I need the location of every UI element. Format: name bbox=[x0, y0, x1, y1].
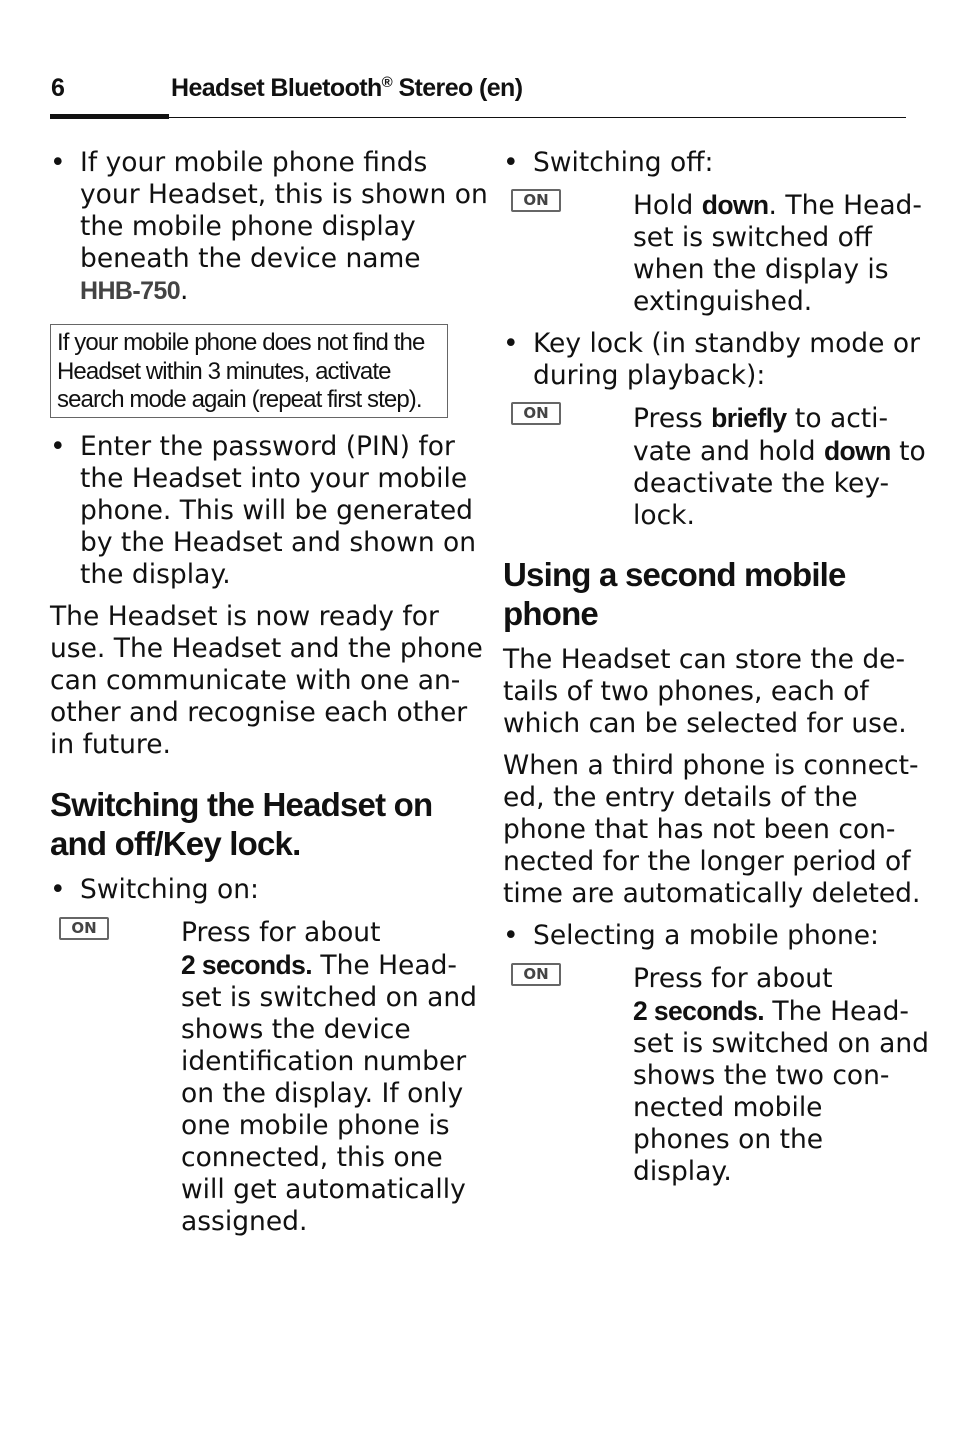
page-number: 6 bbox=[51, 74, 65, 102]
bullet-key-lock: • Key lock (in standby mode or during playback): bbox=[503, 328, 920, 391]
header-rule-thick bbox=[50, 114, 169, 119]
device-name: HHB-750 bbox=[80, 277, 180, 305]
on-key-icon: ON bbox=[59, 917, 109, 940]
section-heading-second-phone: Using a second mobile phone bbox=[503, 556, 846, 632]
switch-off-instructions: Hold down. The Head- set is switched off when the display is extinguished. bbox=[633, 190, 922, 317]
switch-on-instructions: Press for about 2 seconds. The Head- set is switched on and shows the device identification number on the display. If only one mobile phone is connected, this one will get automatically assigned. bbox=[181, 917, 477, 1237]
bullet-switching-off: • Switching off: bbox=[503, 147, 714, 178]
section-heading-switching: Switching the Headset on and off/Key lock. bbox=[50, 786, 433, 862]
bullet-phone-finds-headset: • If your mobile phone finds your Headset, this is shown on the mobile phone display beneath the device name HHB-750. bbox=[50, 147, 488, 306]
header-rule-thin bbox=[169, 117, 906, 118]
paragraph-ready: The Headset is now ready for use. The Headset and the phone can communicate with one an- other and recognise each other in future. bbox=[50, 601, 483, 760]
running-header: Headset Bluetooth® Stereo (en) bbox=[171, 74, 523, 102]
on-key-icon: ON bbox=[511, 189, 561, 212]
paragraph-third-phone: When a third phone is connect- ed, the entry details of the phone that has not been con- nected for the longer period of time are automatically deleted. bbox=[503, 750, 921, 909]
key-lock-instructions: Press briefly to acti- vate and hold down to deactivate the key- lock. bbox=[633, 403, 926, 531]
on-key-icon: ON bbox=[511, 402, 561, 425]
note-box: If your mobile phone does not find the Headset within 3 minutes, activate search mode again (repeat first step). bbox=[50, 324, 448, 418]
paragraph-store-phones: The Headset can store the de- tails of two phones, each of which can be selected for use. bbox=[503, 644, 907, 739]
bullet-enter-pin: • Enter the password (PIN) for the Headset into your mobile phone. This will be generated by the Headset and shown on the display. bbox=[50, 431, 477, 590]
bullet-selecting-phone: • Selecting a mobile phone: bbox=[503, 920, 879, 951]
on-key-icon: ON bbox=[511, 963, 561, 986]
bullet-switching-on: • Switching on: bbox=[50, 874, 259, 905]
select-phone-instructions: Press for about 2 seconds. The Head- set is switched on and shows the two con- nected mobile phones on the display. bbox=[633, 963, 929, 1187]
